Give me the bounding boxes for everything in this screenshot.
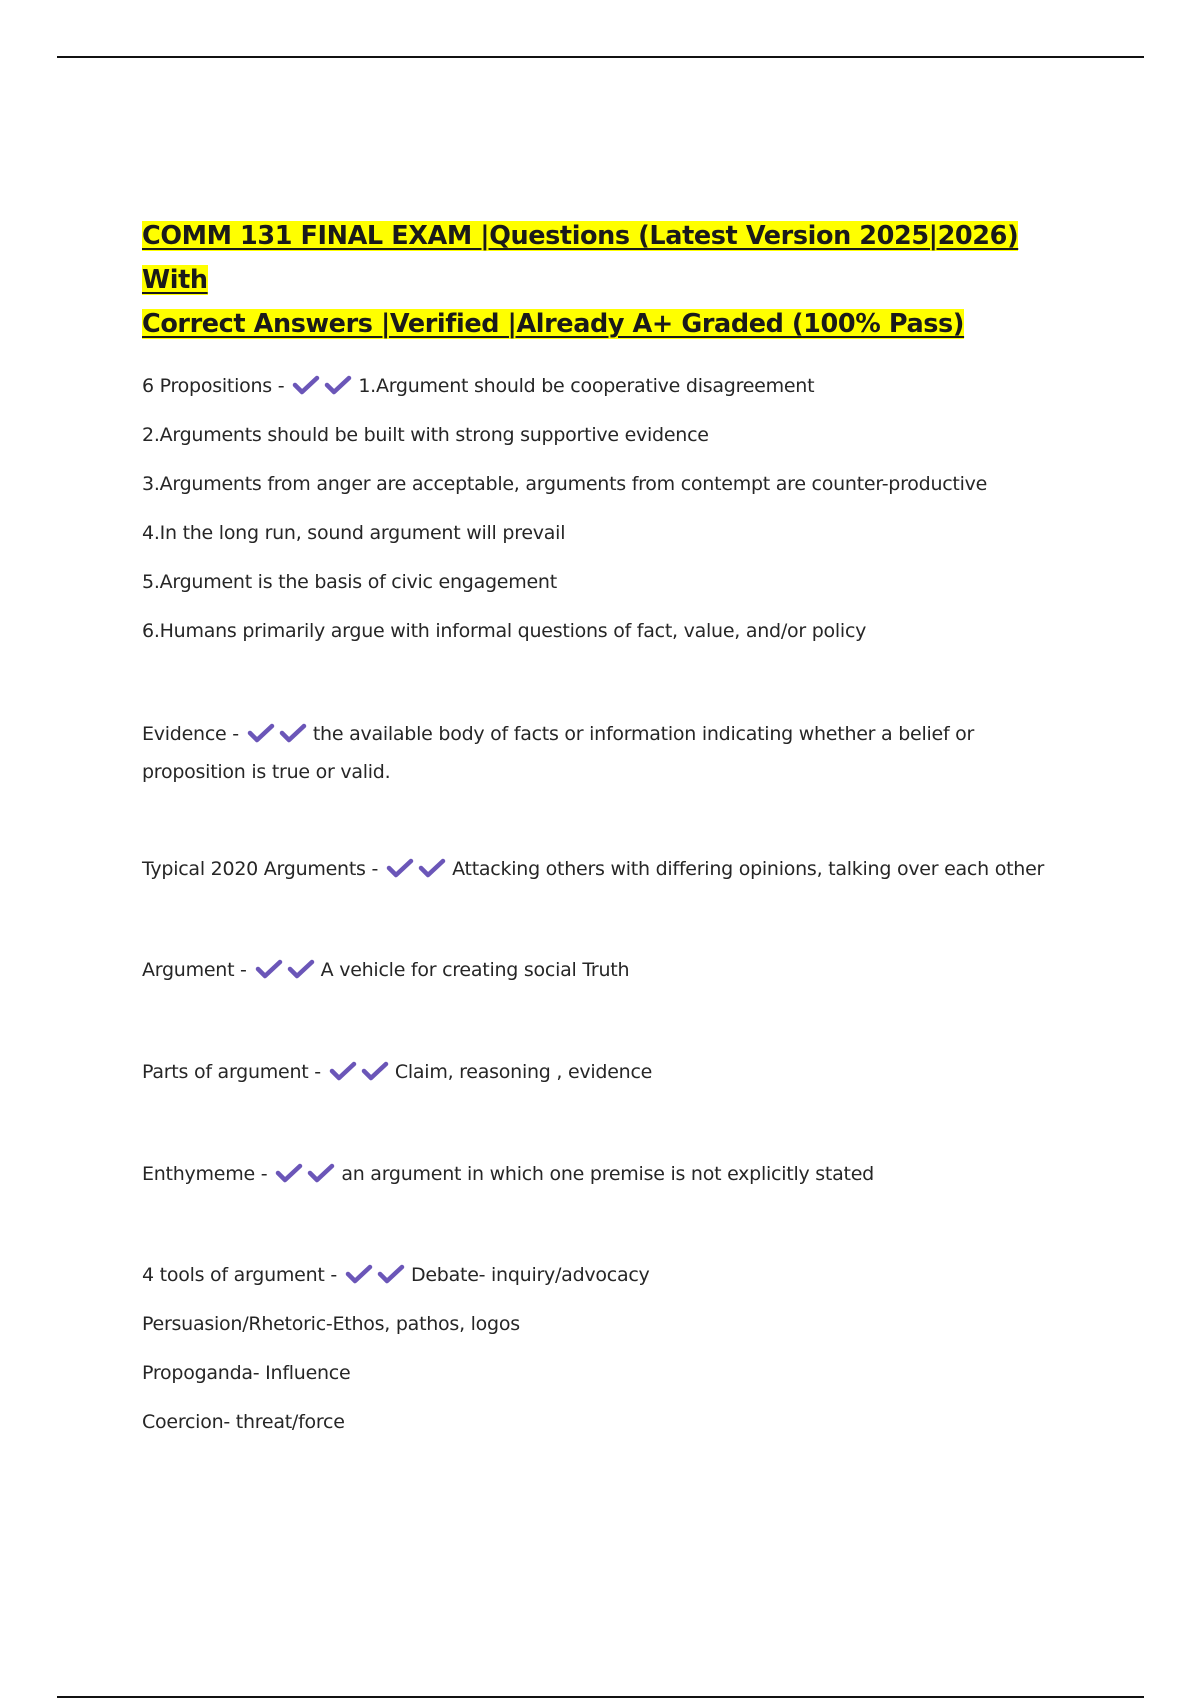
qa-entry bbox=[142, 852, 1082, 901]
qa-first-line bbox=[142, 717, 1022, 789]
title-line-1: COMM 131 FINAL EXAM |Questions (Latest Version 2025|2026) With bbox=[142, 221, 1019, 295]
qa-entry bbox=[142, 369, 1082, 663]
document-title bbox=[142, 214, 1082, 346]
qa-term: Enthymeme - bbox=[142, 1163, 268, 1185]
qa-answer: Debate- inquiry/advocacy bbox=[410, 1264, 650, 1286]
qa-term: 6 Propositions - bbox=[142, 375, 285, 397]
qa-first-line bbox=[142, 852, 1082, 901]
double-check-icon bbox=[247, 721, 309, 755]
qa-answer: an argument in which one premise is not explicitly stated bbox=[341, 1163, 874, 1185]
qa-continuation-line: Coercion- threat/force bbox=[142, 1411, 345, 1433]
qa-continuation-line: Propoganda- Influence bbox=[142, 1362, 351, 1384]
qa-answer: 1.Argument should be cooperative disagreement bbox=[358, 375, 815, 397]
qa-term: Parts of argument - bbox=[142, 1061, 321, 1083]
qa-answer: Attacking others with differing opinions, talking over each other bbox=[452, 858, 1045, 880]
qa-entry bbox=[142, 1055, 1082, 1104]
qa-answer: the available body of facts or information indicating whether a belief or proposition is true or valid. bbox=[142, 723, 975, 783]
qa-continuation-line: 5.Argument is the basis of civic engagement bbox=[142, 571, 557, 593]
qa-continuation-line: 3.Arguments from anger are acceptable, arguments from contempt are counter-productive bbox=[142, 473, 988, 495]
double-check-icon bbox=[255, 957, 317, 991]
double-check-icon bbox=[345, 1262, 407, 1296]
title-line-2: Correct Answers |Verified |Already A+ Graded (100% Pass) bbox=[142, 309, 965, 339]
qa-term: Argument - bbox=[142, 959, 247, 981]
qa-term: Evidence - bbox=[142, 723, 239, 745]
qa-entry bbox=[142, 953, 1082, 1002]
qa-first-line bbox=[142, 369, 1082, 418]
qa-term: Typical 2020 Arguments - bbox=[142, 858, 379, 880]
qa-answer: A vehicle for creating social Truth bbox=[320, 959, 630, 981]
header-rule bbox=[57, 56, 1144, 58]
qa-first-line bbox=[142, 1055, 1082, 1104]
qa-first-line bbox=[142, 1258, 1082, 1307]
qa-entry bbox=[142, 717, 1022, 789]
qa-first-line bbox=[142, 953, 1082, 1002]
footer-rule bbox=[57, 1696, 1144, 1698]
qa-entry bbox=[142, 1258, 1082, 1454]
double-check-icon bbox=[292, 373, 354, 407]
qa-continuation-line: 6.Humans primarily argue with informal questions of fact, value, and/or policy bbox=[142, 620, 867, 642]
qa-answer: Claim, reasoning , evidence bbox=[394, 1061, 653, 1083]
double-check-icon bbox=[329, 1059, 391, 1093]
double-check-icon bbox=[275, 1161, 337, 1195]
double-check-icon bbox=[386, 856, 448, 890]
qa-term: 4 tools of argument - bbox=[142, 1264, 337, 1286]
qa-continuation-line: 2.Arguments should be built with strong supportive evidence bbox=[142, 424, 709, 446]
qa-continuation-line: Persuasion/Rhetoric-Ethos, pathos, logos bbox=[142, 1313, 520, 1335]
qa-continuation-line: 4.In the long run, sound argument will prevail bbox=[142, 522, 566, 544]
qa-first-line bbox=[142, 1157, 1082, 1206]
qa-entry bbox=[142, 1157, 1082, 1206]
